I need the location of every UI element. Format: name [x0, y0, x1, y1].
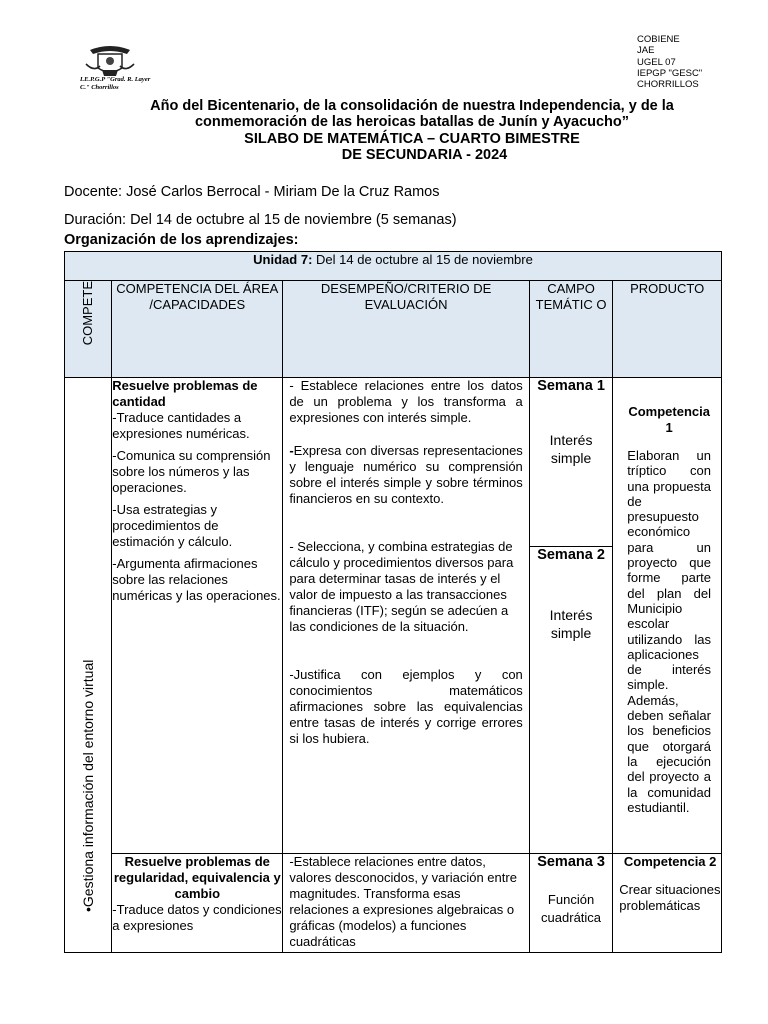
- syllabus-table: [64, 251, 722, 953]
- capacidad-item: -Comunica su comprensión sobre los números y las operaciones.: [112, 448, 271, 495]
- semana-label: Semana 3: [537, 854, 605, 870]
- semana-3-cell: [529, 854, 613, 953]
- capacidad-item: -Usa estrategias y procedimientos de estimación y cálculo.: [112, 502, 233, 549]
- topic-label: Función cuadrática: [541, 892, 602, 925]
- semana-1-cell: [529, 378, 613, 547]
- header-competencia: COMPETENCIA DEL ÁREA /CAPACIDADES: [112, 281, 283, 378]
- title-line: DE SECUNDARIA - 2024: [341, 147, 508, 164]
- unit-header: [65, 252, 722, 281]
- producto-text: Elaboran un tríptico con una propuesta de presupuesto económico para un proyecto que forme parte del plan del Municipio escolar utilizando las aplicaciones de interés simple. Además, deben señalar los beneficios que otorgará la ejecución del proyecto a la comunidad estudiantil.: [627, 448, 711, 815]
- topic-label: Interés simple: [549, 607, 593, 641]
- transversal-competence: •Gestiona información del entorno virtual: [80, 659, 97, 912]
- document-title: [62, 98, 762, 164]
- semana-2-cell: [529, 547, 613, 854]
- competencia-title: Resuelve problemas de regularidad, equivalencia y cambio: [113, 854, 281, 901]
- semana-label: Semana 2: [537, 547, 605, 563]
- desempeno-item: -Expresa con diversas representaciones y lenguaje numérico su comprensión sobre el interés simple y sobre términos financieros en su contexto.: [289, 443, 523, 506]
- header-campo-tematico: CAMPO TEMÁTIC O: [529, 281, 613, 378]
- header-producto: PRODUCTO: [613, 281, 722, 378]
- desempeno-item: - Establece relaciones entre los datos de un problema y los transforma a expresiones con interés simple.: [289, 378, 523, 425]
- institution-codes: [637, 34, 702, 90]
- title-line: conmemoración de las heroicas batallas de Junín y Ayacucho”: [194, 114, 630, 131]
- header-desempeno: DESEMPEÑO/CRITERIO DE EVALUACIÓN: [283, 281, 529, 378]
- competencia-cell-2: [112, 854, 283, 953]
- capacidad-item: -Traduce datos y condiciones a expresiones: [112, 902, 282, 933]
- code-line: CHORRILLOS: [637, 79, 699, 91]
- logo-caption: I.E.P.G.P "Grad. R. Layer C." Chorrillos: [80, 76, 151, 91]
- transversal-competence-cell: [65, 378, 112, 953]
- code-line: IEPGP "GESC": [637, 67, 703, 79]
- desempeno-item: - Selecciona, y combina estrategias de cálculo y procedimientos diversos para para determinar tasas de interés y el valor de impuesto a las transacciones financieras (ITF); según se adecúen a las condiciones de la situación.: [289, 539, 514, 634]
- header-compete: COMPETE: [65, 281, 112, 378]
- code-line: JAE: [637, 45, 655, 57]
- producto-cell-2: [613, 854, 722, 953]
- producto-cell-1: [613, 378, 722, 854]
- unit-label: Unidad 7:: [253, 252, 313, 267]
- code-line: COBIENE: [637, 34, 680, 45]
- competencia-title: Resuelve problemas de cantidad: [112, 378, 258, 409]
- title-line: SILABO DE MATEMÁTICA – CUARTO BIMESTRE: [244, 130, 580, 147]
- producto-text: Crear situaciones problemáticas: [619, 882, 721, 913]
- unit-dates: Del 14 de octubre al 15 de noviembre: [312, 252, 533, 267]
- capacidad-item: -Traduce cantidades a expresiones numéricas.: [112, 410, 250, 441]
- competencia-cell-1: [112, 378, 283, 854]
- duracion-line: Duración: Del 14 de octubre al 15 de noviembre (5 semanas): [64, 212, 457, 228]
- organizacion-heading: Organización de los aprendizajes:: [64, 232, 299, 248]
- title-line: Año del Bicentenario, de la consolidación de nuestra Independencia, y de la: [150, 98, 674, 114]
- desempeno-cell-1: [283, 378, 529, 854]
- semana-label: Semana 1: [537, 378, 605, 394]
- producto-title: Competencia 1: [628, 404, 710, 435]
- producto-title: Competencia 2: [623, 854, 717, 869]
- topic-label: Interés simple: [549, 432, 593, 466]
- desempeno-item: -Justifica con ejemplos y con conocimientos matemáticos afirmaciones sobre las equivalencias entre tasas de interés y corrige errores si los hubiera.: [289, 667, 523, 746]
- capacidad-item: -Argumenta afirmaciones sobre las relaciones numéricas y las operaciones.: [112, 556, 281, 603]
- desempeno-cell-2: [283, 854, 529, 953]
- docente-line: Docente: José Carlos Berrocal - Miriam De la Cruz Ramos: [64, 184, 440, 200]
- code-line: UGEL 07: [637, 56, 676, 68]
- desempeno-item: -Establece relaciones entre datos, valores desconocidos, y variación entre magnitudes. Transforma esas relaciones a expresiones algebraicas o gráficas (modelos) a funciones cuadráticas: [289, 854, 517, 949]
